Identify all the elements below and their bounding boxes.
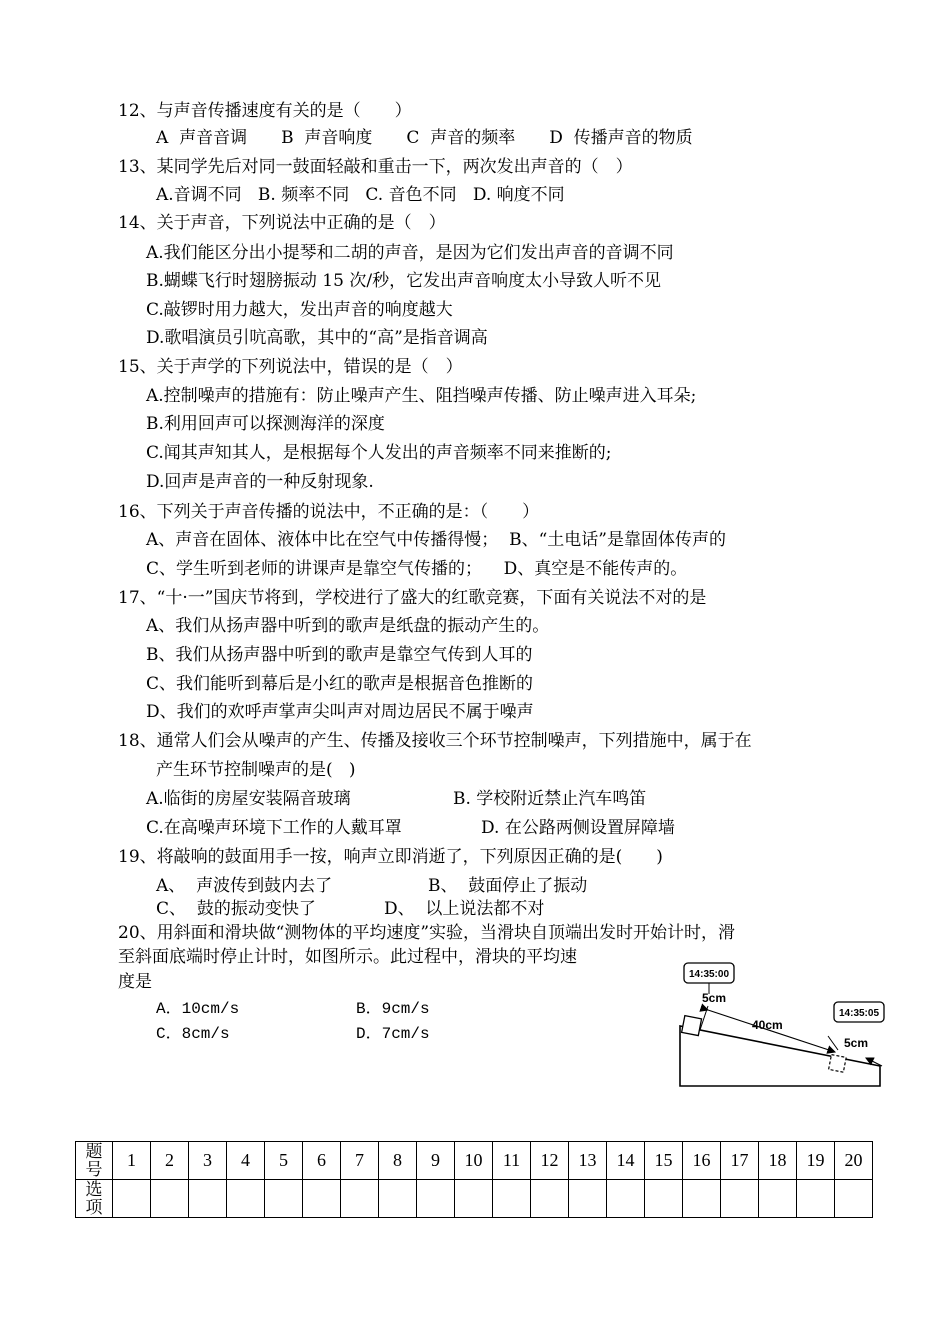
q13-options: A.音调不同 B. 频率不同 C. 音色不同 D. 响度不同 (156, 185, 565, 205)
question-number-cell: 6 (303, 1142, 341, 1180)
answer-table-number-row (76, 1142, 873, 1180)
q14-stem: 14、关于声音，下列说法中正确的是（ ） (118, 213, 446, 233)
answer-cell[interactable] (379, 1180, 417, 1218)
q19-option-c: C、 鼓的振动变快了 (156, 899, 316, 919)
answer-cell[interactable] (189, 1180, 227, 1218)
question-number-cell: 4 (227, 1142, 265, 1180)
q18-option-d: D. 在公路两侧设置屏障墙 (481, 818, 675, 838)
q18-option-b: B. 学校附近禁止汽车鸣笛 (453, 789, 647, 809)
q14-option-b: B.蝴蝶飞行时翅膀振动 15 次/秒，它发出声音响度太小导致人听不见 (146, 271, 662, 291)
q18-stem: 18、通常人们会从噪声的产生、传播及接收三个环节控制噪声，下列措施中，属于在 (118, 731, 752, 751)
question-number-cell: 7 (341, 1142, 379, 1180)
question-number-cell: 8 (379, 1142, 417, 1180)
q14-option-a: A.我们能区分出小提琴和二胡的声音，是因为它们发出声音的音调不同 (146, 243, 674, 263)
answer-cell[interactable] (645, 1180, 683, 1218)
q15-option-a: A.控制噪声的措施有：防止噪声产生、阻挡噪声传播、防止噪声进入耳朵; (146, 386, 697, 406)
q18-option-c: C.在高噪声环境下工作的人戴耳罩 (146, 818, 402, 838)
question-number-cell: 12 (531, 1142, 569, 1180)
question-number-cell: 14 (607, 1142, 645, 1180)
answer-cell[interactable] (417, 1180, 455, 1218)
q15-option-d: D.回声是声音的一种反射现象. (146, 472, 374, 492)
answer-cell[interactable] (531, 1180, 569, 1218)
question-number-cell: 9 (417, 1142, 455, 1180)
question-number-cell: 15 (645, 1142, 683, 1180)
block-end (829, 1055, 847, 1073)
q18-stem-continued: 产生环节控制噪声的是( ) (156, 760, 356, 780)
answer-cell[interactable] (797, 1180, 835, 1218)
answer-cell[interactable] (759, 1180, 797, 1218)
answer-cell[interactable] (835, 1180, 873, 1218)
q19-option-b: B、 鼓面停止了振动 (428, 876, 588, 896)
q12-stem: 12、与声音传播速度有关的是（ ） (118, 101, 412, 121)
block-start (682, 1016, 702, 1036)
q19-stem: 19、将敲响的鼓面用手一按，响声立即消逝了，下列原因正确的是( ) (118, 847, 663, 867)
question-number-cell: 13 (569, 1142, 607, 1180)
q17-option-d: D、我们的欢呼声掌声尖叫声对周边居民不属于噪声 (146, 702, 534, 722)
q13-stem: 13、某同学先后对同一鼓面轻敲和重击一下，两次发出声音的（ ） (118, 157, 633, 177)
question-number-cell: 17 (721, 1142, 759, 1180)
q17-option-b: B、我们从扬声器中听到的歌声是靠空气传到人耳的 (146, 645, 533, 665)
question-number-header: 题 号 (76, 1142, 113, 1180)
question-number-cell: 3 (189, 1142, 227, 1180)
q18-option-a: A.临街的房屋安装隔音玻璃 (146, 789, 351, 809)
start-block-length-label: 5cm (702, 991, 727, 1005)
answer-table (75, 1141, 873, 1218)
answer-cell[interactable] (569, 1180, 607, 1218)
q20-option-c: C．8cm/s (156, 1025, 230, 1043)
q20-stem-continued: 至斜面底端时停止计时，如图所示。此过程中，滑块的平均速 (118, 947, 577, 967)
distance-label: 40cm (752, 1018, 783, 1032)
incline-figure (670, 958, 886, 1092)
answer-cell[interactable] (341, 1180, 379, 1218)
question-number-cell: 10 (455, 1142, 493, 1180)
q16-options-cd: C、学生听到老师的讲课声是靠空气传播的； D、真空是不能传声的。 (146, 559, 688, 579)
question-number-cell: 11 (493, 1142, 531, 1180)
q17-stem: 17、“十·一”国庆节将到，学校进行了盛大的红歌竞赛，下面有关说法不对的是 (118, 588, 707, 608)
q19-option-d: D、 以上说法都不对 (384, 899, 545, 919)
answer-table-option-row (76, 1180, 873, 1218)
question-number-cell: 5 (265, 1142, 303, 1180)
answer-cell[interactable] (227, 1180, 265, 1218)
q20-option-b: B．9cm/s (356, 1000, 430, 1018)
q12-options: A 声音音调 B 声音响度 C 声音的频率 D 传播声音的物质 (156, 128, 693, 148)
q15-option-c: C.闻其声知其人，是根据每个人发出的声音频率不同来推断的; (146, 443, 612, 463)
answer-cell[interactable] (455, 1180, 493, 1218)
q20-stem: 20、用斜面和滑块做“测物体的平均速度”实验，当滑块自顶端出发时开始计时，滑 (118, 923, 736, 943)
q20-option-d: D．7cm/s (356, 1025, 430, 1043)
end-block-length-label: 5cm (844, 1036, 869, 1050)
answer-cell[interactable] (493, 1180, 531, 1218)
q15-stem: 15、关于声学的下列说法中，错误的是（ ） (118, 357, 463, 377)
q14-option-d: D.歌唱演员引吭高歌，其中的“高”是指音调高 (146, 328, 488, 348)
option-header: 选 项 (76, 1180, 113, 1218)
q17-option-a: A、我们从扬声器中听到的歌声是纸盘的振动产生的。 (146, 616, 550, 636)
question-number-cell: 19 (797, 1142, 835, 1180)
q16-options-ab: A、声音在固体、液体中比在空气中传播得慢； B、“土电话”是靠固体传声的 (146, 530, 726, 550)
time-end-label: 14:35:05 (838, 1008, 880, 1019)
answer-cell[interactable] (265, 1180, 303, 1218)
answer-cell[interactable] (303, 1180, 341, 1218)
question-number-cell: 20 (835, 1142, 873, 1180)
q15-option-b: B.利用回声可以探测海洋的深度 (146, 414, 385, 434)
answer-cell[interactable] (607, 1180, 645, 1218)
question-number-cell: 2 (151, 1142, 189, 1180)
q19-option-a: A、 声波传到鼓内去了 (156, 876, 333, 896)
answer-cell[interactable] (721, 1180, 759, 1218)
answer-cell[interactable] (151, 1180, 189, 1218)
question-number-cell: 16 (683, 1142, 721, 1180)
q16-stem: 16、下列关于声音传播的说法中，不正确的是：（ ） (118, 502, 540, 522)
time-start-label: 14:35:00 (688, 969, 730, 980)
q20-stem-end: 度是 (118, 972, 152, 992)
q14-option-c: C.敲锣时用力越大，发出声音的响度越大 (146, 300, 453, 320)
question-number-cell: 1 (113, 1142, 151, 1180)
q20-option-a: A．10cm/s (156, 1000, 240, 1018)
q17-option-c: C、我们能听到幕后是小红的歌声是根据音色推断的 (146, 674, 534, 694)
answer-cell[interactable] (113, 1180, 151, 1218)
question-number-cell: 18 (759, 1142, 797, 1180)
ramp (680, 1026, 880, 1086)
answer-cell[interactable] (683, 1180, 721, 1218)
